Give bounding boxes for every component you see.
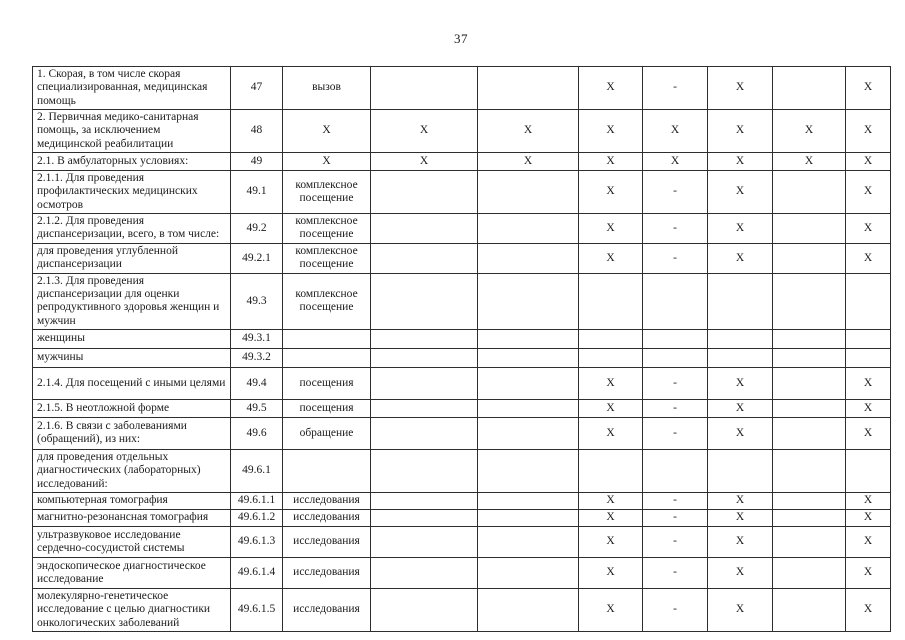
value-cell: X bbox=[708, 399, 773, 417]
value-cell bbox=[773, 492, 846, 509]
value-cell bbox=[846, 348, 891, 367]
value-cell bbox=[708, 348, 773, 367]
table-row bbox=[33, 492, 891, 509]
line-number-cell: 49 bbox=[231, 152, 283, 170]
value-cell: X bbox=[579, 492, 643, 509]
table-row bbox=[33, 67, 891, 110]
value-cell: X bbox=[708, 367, 773, 399]
value-cell bbox=[371, 417, 478, 449]
value-cell bbox=[773, 273, 846, 329]
value-cell bbox=[478, 170, 579, 213]
unit-cell: комплексное посещение bbox=[283, 170, 371, 213]
service-name-cell: 2.1. В амбулаторных условиях: bbox=[33, 152, 231, 170]
line-number-cell: 49.6.1.5 bbox=[231, 588, 283, 631]
table-row bbox=[33, 170, 891, 213]
value-cell bbox=[708, 273, 773, 329]
table-row bbox=[33, 417, 891, 449]
value-cell bbox=[773, 170, 846, 213]
service-name-cell: 2.1.1. Для проведения профилактических медицинских осмотров bbox=[33, 170, 231, 213]
value-cell bbox=[773, 588, 846, 631]
value-cell bbox=[846, 329, 891, 348]
value-cell: X bbox=[579, 367, 643, 399]
value-cell: - bbox=[643, 399, 708, 417]
value-cell bbox=[371, 492, 478, 509]
service-name-cell: 1. Скорая, в том числе скорая специализированная, медицинская помощь bbox=[33, 67, 231, 110]
line-number-cell: 49.6.1 bbox=[231, 449, 283, 492]
value-cell: X bbox=[643, 110, 708, 153]
value-cell: - bbox=[643, 588, 708, 631]
value-cell: X bbox=[708, 213, 773, 243]
value-cell: X bbox=[708, 588, 773, 631]
value-cell bbox=[478, 243, 579, 273]
value-cell: X bbox=[708, 417, 773, 449]
value-cell: X bbox=[708, 170, 773, 213]
value-cell bbox=[371, 67, 478, 110]
value-cell bbox=[773, 449, 846, 492]
table-row bbox=[33, 348, 891, 367]
value-cell bbox=[773, 399, 846, 417]
value-cell bbox=[773, 367, 846, 399]
value-cell: X bbox=[579, 67, 643, 110]
value-cell bbox=[773, 67, 846, 110]
line-number-cell: 49.2.1 bbox=[231, 243, 283, 273]
value-cell bbox=[643, 449, 708, 492]
value-cell bbox=[478, 213, 579, 243]
value-cell bbox=[371, 509, 478, 526]
value-cell bbox=[478, 329, 579, 348]
value-cell: X bbox=[846, 367, 891, 399]
value-cell: - bbox=[643, 213, 708, 243]
value-cell: X bbox=[708, 526, 773, 557]
value-cell: X bbox=[708, 557, 773, 588]
line-number-cell: 49.2 bbox=[231, 213, 283, 243]
value-cell: X bbox=[478, 110, 579, 153]
value-cell bbox=[371, 588, 478, 631]
value-cell: X bbox=[846, 588, 891, 631]
value-cell bbox=[478, 399, 579, 417]
value-cell bbox=[773, 213, 846, 243]
value-cell bbox=[371, 399, 478, 417]
unit-cell: комплексное посещение bbox=[283, 273, 371, 329]
service-name-cell: магнитно-резонансная томография bbox=[33, 509, 231, 526]
value-cell bbox=[773, 243, 846, 273]
value-cell bbox=[371, 557, 478, 588]
line-number-cell: 47 bbox=[231, 67, 283, 110]
service-name-cell: женщины bbox=[33, 329, 231, 348]
value-cell: X bbox=[846, 152, 891, 170]
value-cell: X bbox=[846, 213, 891, 243]
value-cell bbox=[371, 329, 478, 348]
service-name-cell: 2.1.4. Для посещений с иными целями bbox=[33, 367, 231, 399]
value-cell: X bbox=[579, 152, 643, 170]
service-name-cell: компьютерная томография bbox=[33, 492, 231, 509]
value-cell bbox=[478, 273, 579, 329]
value-cell bbox=[371, 348, 478, 367]
value-cell bbox=[371, 367, 478, 399]
value-cell bbox=[478, 417, 579, 449]
value-cell: - bbox=[643, 526, 708, 557]
value-cell bbox=[371, 213, 478, 243]
value-cell: X bbox=[371, 110, 478, 153]
unit-cell: X bbox=[283, 110, 371, 153]
unit-cell: исследования bbox=[283, 526, 371, 557]
value-cell: - bbox=[643, 170, 708, 213]
value-cell: X bbox=[773, 152, 846, 170]
table-row bbox=[33, 367, 891, 399]
page-number: 37 bbox=[454, 31, 468, 46]
value-cell bbox=[478, 526, 579, 557]
table-row bbox=[33, 243, 891, 273]
value-cell: X bbox=[478, 152, 579, 170]
value-cell bbox=[708, 449, 773, 492]
value-cell: X bbox=[846, 417, 891, 449]
line-number-cell: 49.1 bbox=[231, 170, 283, 213]
value-cell bbox=[478, 588, 579, 631]
value-cell: X bbox=[579, 509, 643, 526]
unit-cell bbox=[283, 329, 371, 348]
value-cell: X bbox=[579, 213, 643, 243]
table-row bbox=[33, 449, 891, 492]
value-cell: X bbox=[708, 67, 773, 110]
value-cell bbox=[579, 329, 643, 348]
table-row bbox=[33, 526, 891, 557]
value-cell: X bbox=[846, 170, 891, 213]
service-name-cell: 2.1.3. Для проведения диспансеризации для оценки репродуктивного здоровья женщин и мужчин bbox=[33, 273, 231, 329]
table-row bbox=[33, 110, 891, 153]
value-cell: - bbox=[643, 509, 708, 526]
value-cell: - bbox=[643, 557, 708, 588]
value-cell: X bbox=[846, 526, 891, 557]
service-name-cell: молекулярно-генетическое исследование с целью диагностики онкологических заболеваний bbox=[33, 588, 231, 631]
value-cell bbox=[708, 329, 773, 348]
line-number-cell: 49.3.1 bbox=[231, 329, 283, 348]
service-name-cell: 2. Первичная медико-санитарная помощь, за исключением медицинской реабилитации bbox=[33, 110, 231, 153]
unit-cell: посещения bbox=[283, 367, 371, 399]
service-name-cell: для проведения углубленной диспансеризации bbox=[33, 243, 231, 273]
unit-cell: посещения bbox=[283, 399, 371, 417]
service-name-cell: 2.1.2. Для проведения диспансеризации, всего, в том числе: bbox=[33, 213, 231, 243]
service-name-cell: для проведения отдельных диагностических (лабораторных) исследований: bbox=[33, 449, 231, 492]
value-cell: X bbox=[579, 557, 643, 588]
value-cell: X bbox=[846, 399, 891, 417]
line-number-cell: 49.3.2 bbox=[231, 348, 283, 367]
line-number-cell: 49.5 bbox=[231, 399, 283, 417]
value-cell bbox=[773, 348, 846, 367]
value-cell: X bbox=[708, 152, 773, 170]
service-name-cell: эндоскопическое диагностическое исследование bbox=[33, 557, 231, 588]
line-number-cell: 49.6.1.1 bbox=[231, 492, 283, 509]
unit-cell: X bbox=[283, 152, 371, 170]
value-cell: X bbox=[579, 588, 643, 631]
value-cell: X bbox=[708, 509, 773, 526]
value-cell: X bbox=[643, 152, 708, 170]
value-cell: X bbox=[708, 492, 773, 509]
unit-cell: исследования bbox=[283, 588, 371, 631]
line-number-cell: 49.6.1.3 bbox=[231, 526, 283, 557]
value-cell: X bbox=[773, 110, 846, 153]
line-number-cell: 49.4 bbox=[231, 367, 283, 399]
service-name-cell: ультразвуковое исследование сердечно-сосудистой системы bbox=[33, 526, 231, 557]
table-row bbox=[33, 588, 891, 631]
line-number-cell: 48 bbox=[231, 110, 283, 153]
unit-cell: исследования bbox=[283, 509, 371, 526]
service-name-cell: 2.1.6. В связи с заболеваниями (обращений), из них: bbox=[33, 417, 231, 449]
line-number-cell: 49.6 bbox=[231, 417, 283, 449]
value-cell: - bbox=[643, 492, 708, 509]
value-cell: X bbox=[846, 67, 891, 110]
value-cell bbox=[478, 449, 579, 492]
value-cell bbox=[846, 273, 891, 329]
value-cell bbox=[371, 273, 478, 329]
value-cell bbox=[371, 170, 478, 213]
table-row bbox=[33, 152, 891, 170]
value-cell: - bbox=[643, 243, 708, 273]
value-cell bbox=[371, 526, 478, 557]
value-cell bbox=[773, 526, 846, 557]
value-cell bbox=[478, 509, 579, 526]
unit-cell: обращение bbox=[283, 417, 371, 449]
unit-cell: исследования bbox=[283, 557, 371, 588]
value-cell bbox=[643, 348, 708, 367]
value-cell bbox=[579, 348, 643, 367]
unit-cell bbox=[283, 348, 371, 367]
value-cell: X bbox=[846, 110, 891, 153]
unit-cell: комплексное посещение bbox=[283, 243, 371, 273]
table-row bbox=[33, 557, 891, 588]
table-row bbox=[33, 213, 891, 243]
unit-cell: комплексное посещение bbox=[283, 213, 371, 243]
value-cell: - bbox=[643, 367, 708, 399]
value-cell bbox=[579, 273, 643, 329]
value-cell bbox=[773, 509, 846, 526]
value-cell bbox=[846, 449, 891, 492]
value-cell: X bbox=[371, 152, 478, 170]
value-cell bbox=[478, 348, 579, 367]
value-cell: X bbox=[708, 110, 773, 153]
value-cell: X bbox=[846, 492, 891, 509]
line-number-cell: 49.6.1.2 bbox=[231, 509, 283, 526]
service-name-cell: мужчины bbox=[33, 348, 231, 367]
line-number-cell: 49.6.1.4 bbox=[231, 557, 283, 588]
value-cell bbox=[773, 417, 846, 449]
line-number-cell: 49.3 bbox=[231, 273, 283, 329]
value-cell: X bbox=[846, 509, 891, 526]
value-cell bbox=[478, 67, 579, 110]
value-cell: X bbox=[579, 526, 643, 557]
table-row bbox=[33, 273, 891, 329]
value-cell: X bbox=[846, 243, 891, 273]
value-cell bbox=[643, 273, 708, 329]
value-cell bbox=[643, 329, 708, 348]
table-body bbox=[33, 67, 891, 632]
unit-cell bbox=[283, 449, 371, 492]
value-cell bbox=[773, 329, 846, 348]
value-cell bbox=[773, 557, 846, 588]
value-cell: X bbox=[846, 557, 891, 588]
value-cell bbox=[579, 449, 643, 492]
value-cell: X bbox=[708, 243, 773, 273]
table-row bbox=[33, 509, 891, 526]
unit-cell: исследования bbox=[283, 492, 371, 509]
table-row bbox=[33, 329, 891, 348]
value-cell: - bbox=[643, 67, 708, 110]
value-cell: X bbox=[579, 417, 643, 449]
value-cell bbox=[478, 557, 579, 588]
medical-services-table bbox=[32, 66, 891, 632]
value-cell: X bbox=[579, 170, 643, 213]
unit-cell: вызов bbox=[283, 67, 371, 110]
service-name-cell: 2.1.5. В неотложной форме bbox=[33, 399, 231, 417]
value-cell: X bbox=[579, 399, 643, 417]
value-cell bbox=[478, 367, 579, 399]
value-cell bbox=[371, 449, 478, 492]
value-cell bbox=[371, 243, 478, 273]
value-cell: - bbox=[643, 417, 708, 449]
value-cell bbox=[478, 492, 579, 509]
table-row bbox=[33, 399, 891, 417]
value-cell: X bbox=[579, 110, 643, 153]
value-cell: X bbox=[579, 243, 643, 273]
